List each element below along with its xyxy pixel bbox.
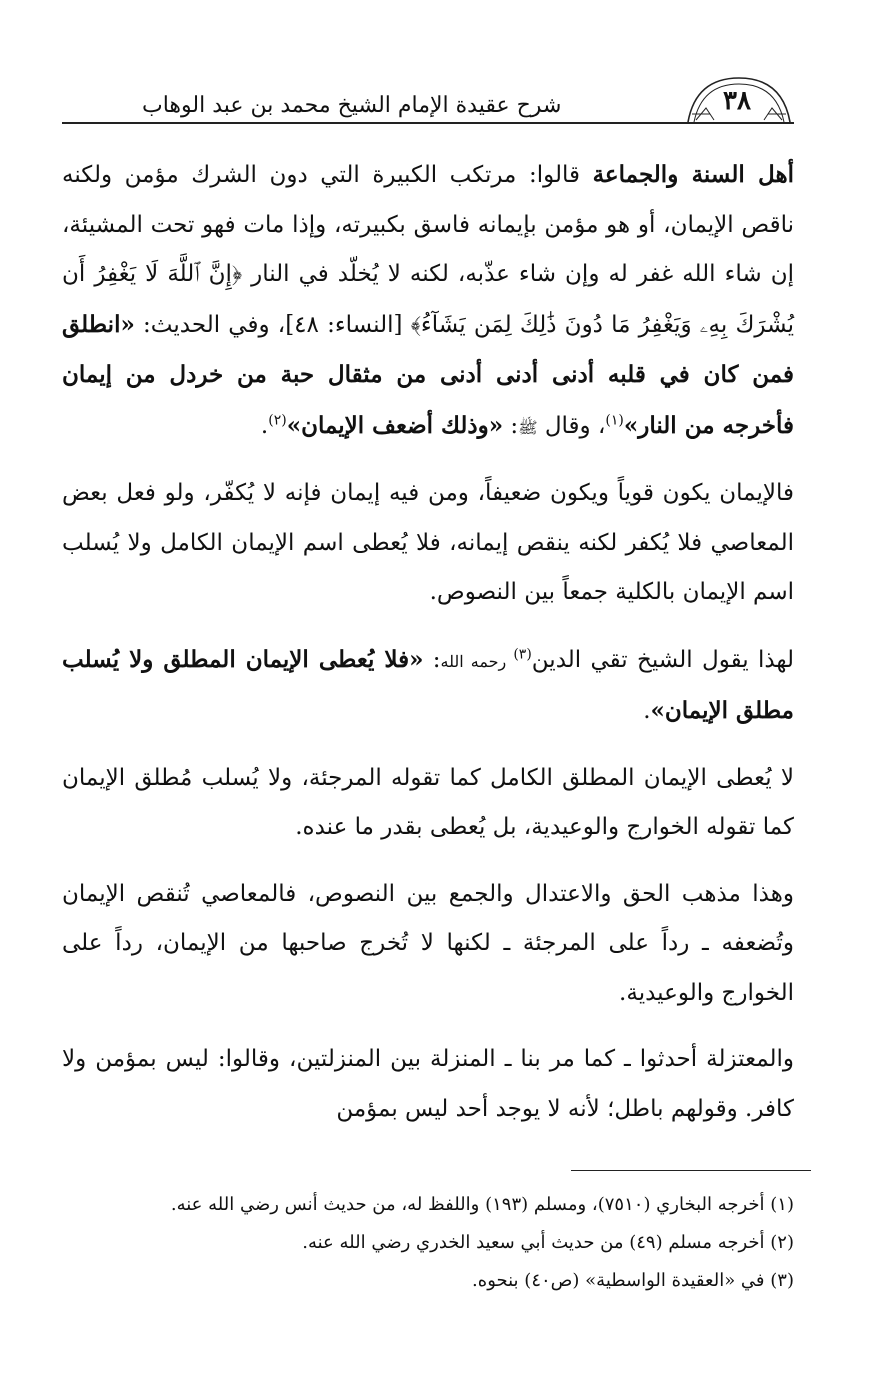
footnote-ref-1[interactable]: (١) xyxy=(605,411,624,428)
running-header xyxy=(62,72,794,124)
paragraph-3 xyxy=(62,635,794,737)
text: [النساء: ٤٨]، وفي الحديث: xyxy=(134,311,411,338)
paragraph-4: لا يُعطى الإيمان المطلق الكامل كما تقوله المرجئة، ولا يُسلب مُطلق الإيمان كما تقوله الخوارج والوعيدية، بل يُعطى بقدر ما عنده. xyxy=(62,764,794,840)
page-number: ٣٨ xyxy=(723,86,751,116)
paragraph-2: فالإيمان يكون قوياً ويكون ضعيفاً، ومن فيه إيمان فإنه لا يُكفّر، ولو فعل بعض المعاصي فلا يُكفر لكنه ينقص إيمانه، فلا يُعطى اسم الإيمان الكامل ولا يُسلب اسم الإيمان بالكلية جمعاً بين النصوص. xyxy=(62,480,794,605)
hadith-quote: «انطلق فمن كان في قلبه أدنى أدنى أدنى من مثقال حبة من خردل من إيمان فأخرجه من النار» xyxy=(62,310,794,439)
footnote-separator xyxy=(571,1170,811,1171)
footnote-1: (١) أخرجه البخاري (٧٥١٠)، ومسلم (١٩٣) واللفظ له، من حديث أنس رضي الله عنه. xyxy=(170,1194,794,1215)
text: قالوا: مرتكب الكبيرة التي دون الشرك مؤمن ولكنه ناقص الإيمان، أو هو مؤمن بإيمانه فاسق بكبيرته، وإذا مات فهو تحت المشيئة، إن شاء الله غفر له وإن شاء عذّبه، لكنه لا يُخلّد في النار xyxy=(62,162,795,287)
bold-term: أهل السنة والجماعة xyxy=(592,161,794,188)
paragraph-5: وهذا مذهب الحق والاعتدال والجمع بين النصوص، فالمعاصي تُنقص الإيمان وتُضعفه ـ رداً على المرجئة ـ لكنها لا تُخرج صاحبها من الإيمان، رداً على الخوارج والوعيدية. xyxy=(62,880,794,1006)
running-title: شرح عقيدة الإمام الشيخ محمد بن عبد الوهاب xyxy=(142,93,562,118)
footnote-ref-3[interactable]: (٣) xyxy=(513,645,532,662)
footnote-ref-2[interactable]: (٢) xyxy=(268,411,287,428)
text: . xyxy=(643,698,651,724)
text: . xyxy=(260,412,269,439)
text: : xyxy=(503,412,519,439)
hadith-quote: «وذلك أضعف الإيمان» xyxy=(286,411,504,439)
quran-verse: ﴿إِنَّ ٱللَّهَ لَا يَغْفِرُ أَن يُشْرَكَ بِهِۦ وَيَغْفِرُ مَا دُونَ ذَٰلِكَ لِمَن يَشَآءُ﴾ xyxy=(62,261,795,338)
honorific-glyph: رحمه الله xyxy=(440,651,514,671)
page-body xyxy=(62,150,794,1134)
text: : xyxy=(423,646,441,673)
footnote-3: (٣) في «العقيدة الواسطية» (ص٤٠) بنحوه. xyxy=(472,1270,794,1291)
honorific-glyph: ﷺ xyxy=(518,417,538,437)
footnotes xyxy=(62,1186,794,1300)
footnote-2: (٢) أخرجه مسلم (٤٩) من حديث أبي سعيد الخدري رضي الله عنه. xyxy=(302,1232,794,1253)
quote: «فلا يُعطى الإيمان المطلق ولا يُسلب مطلق الإيمان» xyxy=(62,645,794,724)
text: لهذا يقول الشيخ تقي الدين xyxy=(531,646,795,673)
header-rule xyxy=(62,122,794,124)
text: ، وقال xyxy=(537,412,606,439)
paragraph-1 xyxy=(62,150,794,452)
paragraph-6: والمعتزلة أحدثوا ـ كما مر بنا ـ المنزلة بين المنزلتين، وقالوا: ليس بمؤمن ولا كافر. وقولهم باطل؛ لأنه لا يوجد أحد ليس بمؤمن xyxy=(62,1046,794,1122)
